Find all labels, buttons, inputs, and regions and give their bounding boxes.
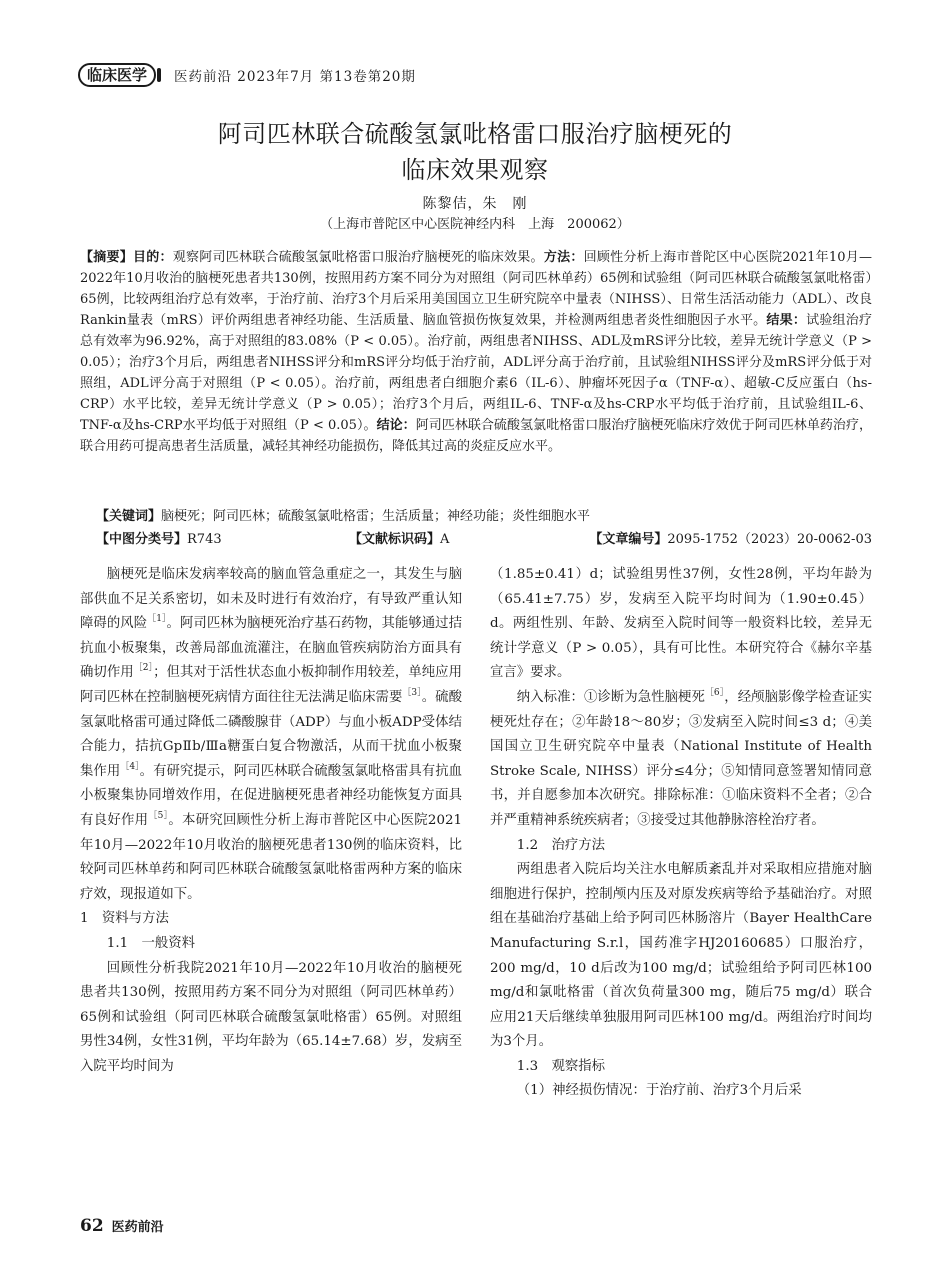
keywords-label: 【关键词】 (96, 509, 162, 524)
citation: ［3］ (402, 687, 422, 698)
citation: ［4］ (120, 761, 140, 772)
citation: ［1］ (147, 614, 167, 625)
conclusion-label: 结论： (376, 418, 416, 433)
article-number-value: 2095-1752（2023）20-0062-03 (667, 532, 872, 547)
footer-journal-name: 医药前沿 (111, 1220, 164, 1235)
intro-text: 。硫酸氢氯吡格雷可通过降低二磷酸腺苷（ADP）与血小板ADP受体结合能力，拮抗GpⅡb/Ⅲa糖蛋白复合物激活，从而干扰血小板聚集作用 (80, 689, 463, 779)
intro-text: 。有研究提示，阿司匹林联合硫酸氢氯吡格雷具有抗血小板聚集协同增效作用，在促进脑梗死患者神经功能恢复方面具有良好作用 (80, 763, 463, 828)
journal-issue: 医药前沿 2023年7月 第13卷第20期 (174, 69, 416, 85)
clc-label: 【中图分类号】 (96, 532, 188, 547)
doc-code-label: 【文献标识码】 (349, 532, 441, 547)
method-text: 回顾性分析上海市普陀区中心医院2021年10月—2022年10月收治的脑梗死患者共130例，按照用药方案不同分为对照组（阿司匹林单药）65例和试验组（阿司匹林联合硫酸氢氯吡格雷）65例，比较两组治疗总有效率，于治疗前、治疗3个月后采用美国国立卫生研究院卒中量表（NIHSS）、日常生活活动能力（ADL）、改良Rankin量表（mRS）评价两组患者神经功能、生活质量、脑血管损伤恢复效果，并检测两组患者炎性细胞因子水平。 (80, 250, 872, 328)
purpose-text: 观察阿司匹林联合硫酸氢氯吡格雷口服治疗脑梗死的临床效果。 (172, 250, 544, 265)
clc-value: R743 (187, 532, 222, 547)
conclusion-text: 阿司匹林联合硫酸氢氯吡格雷口服治疗脑梗死临床疗效优于阿司匹林单药治疗，联合用药可提高患者生活质量，减轻其神经功能损伤，降低其过高的炎症反应水平。 (80, 418, 872, 454)
page-footer (80, 1216, 164, 1236)
abstract (80, 247, 872, 457)
running-header (78, 62, 878, 88)
abstract-label: 【摘要】 (80, 250, 134, 265)
general-data-continued: （1.85±0.41）d；试验组男性37例，女性28例，平均年龄为（65.41±7.75）岁，发病至入院平均时间为（1.90±0.45）d。两组性别、年龄、发病至入院时间等一般资料比较，差异无统计学意义（P > 0.05），具有可比性。本研究符合《赫尔辛基宣言》要求。 (490, 567, 872, 681)
left-column (80, 563, 462, 1079)
criteria-paragraph (490, 686, 872, 834)
keywords-text: 脑梗死；阿司匹林；硫酸氢氯吡格雷；生活质量；神经功能；炎性细胞水平 (161, 509, 591, 524)
classification-line (96, 530, 872, 550)
article-title-line2: 临床效果观察 (401, 156, 549, 184)
intro-text: 。阿司匹林为脑梗死治疗基石药物，其能够通过拮抗血小板聚集，改善局部血流灌注，在脑血管疾病防治方面具有确切作用 (80, 616, 463, 681)
citation: ［6］ (704, 687, 725, 698)
citation: ［2］ (133, 663, 154, 674)
doc-code-value: A (440, 532, 450, 547)
page-number: 62 (80, 1216, 104, 1236)
article-title-line1: 阿司匹林联合硫酸氢氯吡格雷口服治疗脑梗死的 (217, 120, 733, 148)
observation-paragraph: （1）神经损伤情况：于治疗前、治疗3个月后采 (516, 1083, 802, 1099)
article-number-label: 【文章编号】 (589, 532, 668, 547)
intro-text: 。本研究回顾性分析上海市普陀区中心医院2021年10月—2022年10月收治的脑梗死患者130例的临床资料，比较阿司匹林单药和阿司匹林联合硫酸氢氯吡格雷两种方案的临床疗效，现报道如下。 (80, 812, 463, 902)
section-heading-1: 1 资料与方法 (80, 911, 169, 927)
subsection-heading-1-2: 1.2 治疗方法 (516, 837, 606, 853)
purpose-label: 目的： (133, 250, 173, 265)
result-label: 结果： (766, 313, 807, 328)
right-column (490, 563, 872, 1104)
subsection-heading-1-1: 1.1 一般资料 (106, 935, 196, 951)
keywords (96, 507, 872, 527)
citation: ［5］ (148, 810, 169, 821)
criteria-text: 纳入标准：①诊断为急性脑梗死 (516, 689, 705, 705)
subsection-heading-1-3: 1.3 观察指标 (516, 1058, 606, 1074)
general-data-paragraph: 回顾性分析我院2021年10月—2022年10月收治的脑梗死患者共130例，按照用药方案不同分为对照组（阿司匹林单药）65例和试验组（阿司匹林联合硫酸氢氯吡格雷）65例。对照组男性34例，女性31例，平均年龄为（65.14±7.68）岁，发病至入院平均时间为 (80, 960, 462, 1074)
treatment-paragraph: 两组患者入院后均关注水电解质紊乱并对采取相应措施对脑细胞进行保护，控制颅内压及对原发疾病等给予基础治疗。对照组在基础治疗基础上给予阿司匹林肠溶片（Bayer HealthCare Manufacturing S.r.l，国药准字HJ20160685）口服治疗，200 mg/d，10 d后改为100 mg/d；试验组给予阿司匹林100 mg/d和氯吡格雷（首次负荷量300 mg，随后75 mg/d）联合应用21天后继续单独服用阿司匹林100 mg/d。两组治疗时间均为3个月。 (490, 862, 872, 1050)
method-label: 方法： (543, 250, 584, 265)
intro-paragraph (80, 563, 462, 907)
authors: 陈黎佶，朱 刚 (422, 196, 528, 212)
section-badge: 临床医学 (78, 63, 156, 87)
result-text: 试验组治疗总有效率为96.92%，高于对照组的83.08%（P < 0.05）。治疗前，两组患者NIHSS、ADL及mRS评分比较，差异无统计学意义（P > 0.05）；治疗3个月后，两组患者NIHSS评分和mRS评分均低于治疗前，ADL评分高于治疗前，且试验组NIHSS评分及mRS评分低于对照组，ADL评分高于对照组（P < 0.05）。治疗前，两组患者白细胞介素6（IL-6）、肿瘤坏死因子α（TNF-α）、超敏-C反应蛋白（hs-CRP）水平比较，差异无统计学意义（P > 0.05）；治疗3个月后，两组IL-6、TNF-α及hs-CRP水平均低于治疗前，且试验组IL-6、TNF-α及hs-CRP水平均低于对照组（P < 0.05）。 (80, 313, 872, 433)
intro-text: ；但其对于活性状态血小板抑制作用较差，单纯应用阿司匹林在控制脑梗死病情方面往往无法满足临床需要 (80, 665, 463, 705)
intro-text: 脑梗死是临床发病率较高的脑血管急重症之一，其发生与脑部供血不足关系密切，如未及时进行有效治疗，有导致严重认知障碍的风险 (80, 567, 462, 632)
affiliation: （上海市普陀区中心医院神经内科 上海 200062） (320, 217, 630, 232)
criteria-text: ，经颅脑影像学检查证实梗死灶存在；②年龄18～80岁；③发病至入院时间≤3 d；④美国国立卫生研究院卒中量表（National Institute of Health Stroke Scale, NIHSS）评分≤4分；⑤知情同意签署知情同意书，并自愿参加本次研究。排除标准：①临床资料不全者；②合并严重精神系统疾病者；③接受过其他静脉溶栓治疗者。 (490, 689, 873, 828)
